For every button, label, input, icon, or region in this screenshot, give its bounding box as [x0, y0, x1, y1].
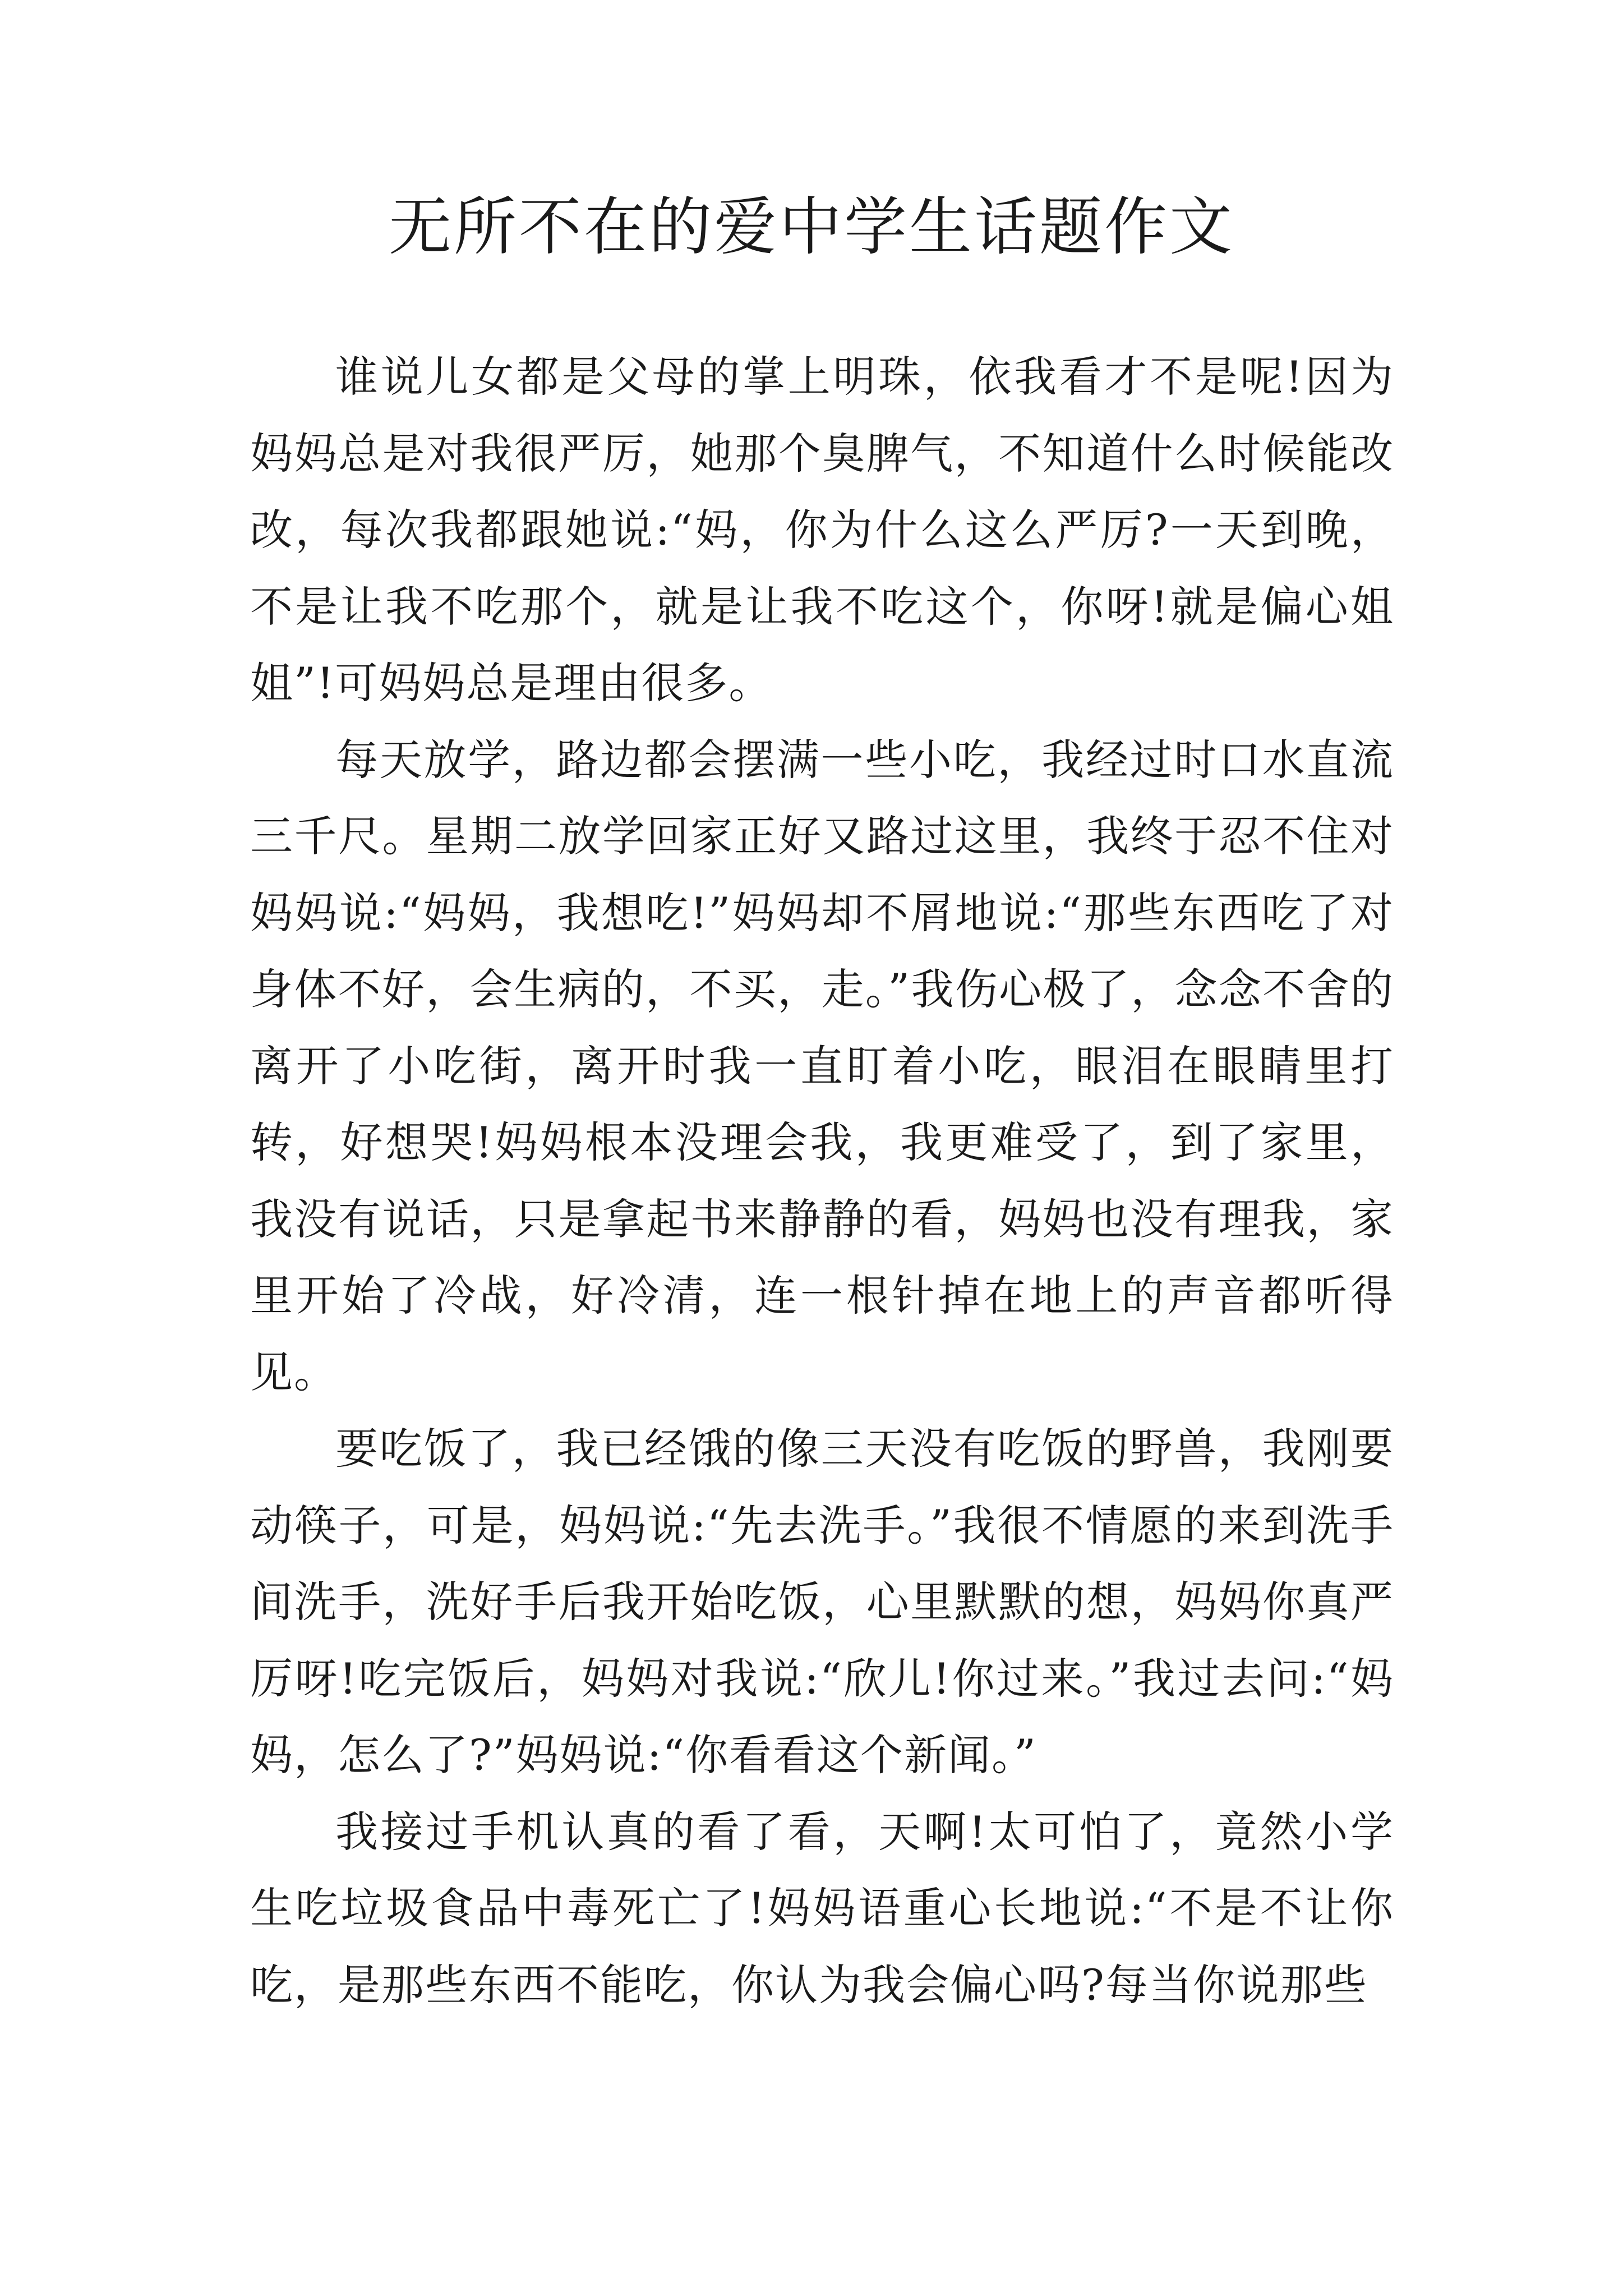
paragraph-1: 谁说儿女都是父母的掌上明珠，依我看才不是呢!因为妈妈总是对我很严厉，她那个臭脾气，不知道什么时候能改改，每次我都跟她说:“妈，你为什么这么严厉?一天到晚，不是让我不吃那个，就是让我不吃这个，你呀!就是偏心姐姐”!可妈妈总是理由很多。 — [250, 352, 1394, 708]
document-title: 无所不在的爱中学生话题作文 — [389, 191, 1234, 264]
paragraph-3: 要吃饭了，我已经饿的像三天没有吃饭的野兽，我刚要动筷子，可是，妈妈说:“先去洗手。”我很不情愿的来到洗手间洗手，洗好手后我开始吃饭，心里默默的想，妈妈你真严厉呀!吃完饭后，妈妈对我说:“欣儿!你过来。”我过去问:“妈妈，怎么了?”妈妈说:“你看看这个新闻。” — [250, 1424, 1394, 1780]
paragraph-2: 每天放学，路边都会摆满一些小吃，我经过时口水直流三千尺。星期二放学回家正好又路过这里，我终于忍不住对妈妈说:“妈妈，我想吃!”妈妈却不屑地说:“那些东西吃了对身体不好，会生病的，不买，走。”我伤心极了，念念不舍的离开了小吃街，离开时我一直盯着小吃，眼泪在眼睛里打转，好想哭!妈妈根本没理会我，我更难受了，到了家里，我没有说话，只是拿起书来静静的看，妈妈也没有理我，家里开始了冷战，好冷清，连一根针掉在地上的声音都听得见。 — [250, 734, 1394, 1397]
document-body — [250, 339, 1394, 2023]
paragraph-4: 我接过手机认真的看了看，天啊!太可怕了，竟然小学生吃垃圾食品中毒死亡了!妈妈语重心长地说:“不是不让你吃，是那些东西不能吃，你认为我会偏心吗?每当你说那些 — [250, 1806, 1394, 2010]
